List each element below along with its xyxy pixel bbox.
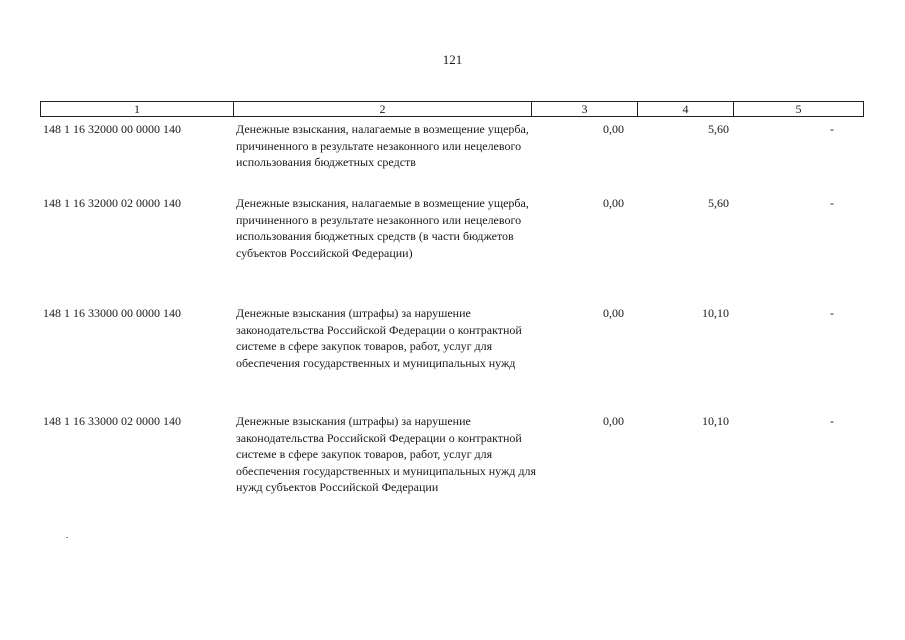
row-description: Денежные взыскания, налагаемые в возмещение ущерба, причиненного в результате незаконного или нецелевого использования бюджетных средств (в части бюджетов субъектов Российской Федерации) <box>236 196 529 260</box>
value-col-5: - <box>830 414 834 428</box>
table-header-col-2: 2 <box>234 102 532 116</box>
value-col-5: - <box>830 306 834 320</box>
scan-speck <box>66 537 68 538</box>
row-description: Денежные взыскания (штрафы) за нарушение законодательства Российской Федерации о контрактной системе в сфере закупок товаров, работ, услуг для обеспечения государственных и муниципальных нужд для нужд субъектов Российской Федерации <box>236 414 537 494</box>
value-col-5: - <box>830 196 834 210</box>
value-col-3: 0,00 <box>603 414 624 428</box>
table-header-col-3: 3 <box>532 102 638 116</box>
row-description: Денежные взыскания, налагаемые в возмещение ущерба, причиненного в результате незаконного или нецелевого использования бюджетных средств <box>236 122 529 169</box>
value-col-5: - <box>830 122 834 136</box>
budget-code: 148 1 16 32000 02 0000 140 <box>43 196 181 210</box>
table-header-col-5: 5 <box>795 102 802 116</box>
budget-code: 148 1 16 33000 02 0000 140 <box>43 414 181 428</box>
table-header-row <box>40 101 864 117</box>
value-col-4: 10,10 <box>702 414 729 428</box>
budget-code: 148 1 16 33000 00 0000 140 <box>43 306 181 320</box>
value-col-4: 5,60 <box>708 122 729 136</box>
value-col-3: 0,00 <box>603 306 624 320</box>
table-header-col-4: 4 <box>638 102 734 116</box>
page-number: 121 <box>442 52 463 67</box>
row-description: Денежные взыскания (штрафы) за нарушение законодательства Российской Федерации о контрактной системе в сфере закупок товаров, работ, услуг для обеспечения государственных и муниципальных нужд <box>236 306 522 370</box>
value-col-3: 0,00 <box>603 196 624 210</box>
value-col-4: 5,60 <box>708 196 729 210</box>
budget-code: 148 1 16 32000 00 0000 140 <box>43 122 181 136</box>
table-header-col-1: 1 <box>41 102 234 116</box>
value-col-3: 0,00 <box>603 122 624 136</box>
value-col-4: 10,10 <box>702 306 729 320</box>
